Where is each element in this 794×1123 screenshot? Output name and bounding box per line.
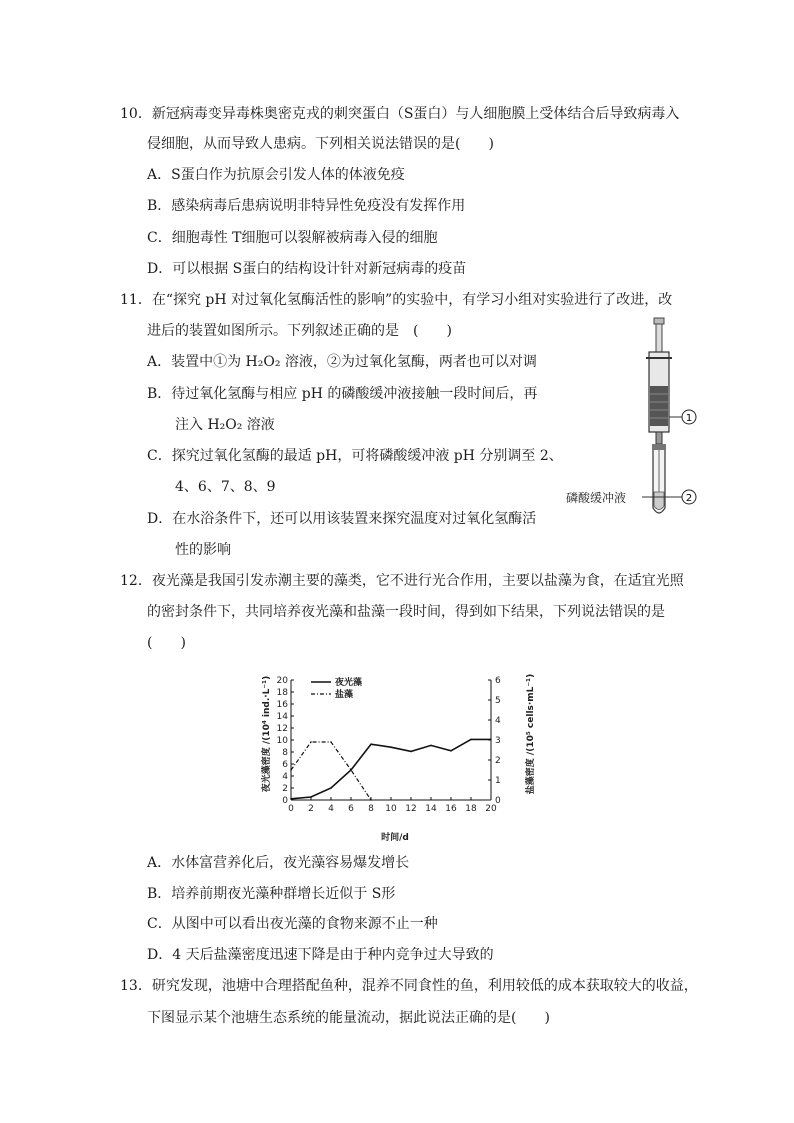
y-axis-right-label: 盐藻密度 /(10⁵ cells·mL⁻¹): [526, 673, 536, 795]
y-left-tick-label: 12: [276, 724, 288, 734]
q11-option-d-line1: D．在水浴条件下，还可以用该装置来探究温度对过氧化氢酶活: [147, 511, 537, 527]
q10-option-a: A．S蛋白作为抗原会引发人体的体液免疫: [147, 167, 405, 183]
y-axis-left-label: 夜光藻密度 /(10⁴ ind.·L⁻¹): [262, 675, 272, 793]
q13-stem-line1: 13．研究发现，池塘中合理搭配鱼种，混养不同食性的鱼，利用较低的成本获取较大的收益，: [120, 978, 698, 994]
chart-legend: [311, 676, 362, 700]
series-1-point: [390, 746, 392, 748]
y-left-tick-label: 14: [276, 712, 288, 722]
y-left-tick-label: 8: [282, 748, 288, 758]
x-tick-label: 2: [308, 804, 314, 814]
series-1-point: [310, 796, 312, 798]
x-axis-label: 时间/d: [381, 833, 409, 843]
q11-option-a: A．装置中①为 H₂O₂ 溶液，②为过氧化氢酶，两者也可以对调: [147, 354, 537, 370]
series-line-1: [291, 739, 491, 798]
q10-option-b: B．感染病毒后患病说明非特异性免疫没有发挥作用: [147, 198, 466, 214]
x-tick-label: 14: [425, 804, 437, 814]
q11-option-b-line2: 注入 H₂O₂ 溶液: [175, 417, 275, 433]
series-1-point: [430, 745, 432, 747]
q11-option-c-line2: 4、6、7、8、9: [175, 479, 276, 495]
q11-option-b-line1: B．待过氧化氢酶与相应 pH 的磷酸缓冲液接触一段时间后，再: [147, 386, 538, 402]
y-left-tick-label: 20: [276, 676, 288, 686]
series-2-point: [350, 769, 352, 771]
y-right-tick-label: 4: [495, 716, 501, 726]
y-left-tick-label: 16: [276, 700, 288, 710]
q12-option-d: D．4 天后盐藻密度迅速下降是由于种内竞争过大导致的: [147, 947, 494, 963]
y-right-tick-label: 1: [495, 776, 501, 786]
q13-stem-line2: 下图显示某个池塘生态系统的能量流动，据此说法正确的是( ): [147, 1010, 550, 1026]
x-tick-label: 4: [328, 804, 334, 814]
series-2-point: [370, 799, 372, 801]
q12-stem-line3: ( ): [147, 635, 186, 651]
algae-density-chart: [255, 668, 540, 843]
y-left-tick-label: 0: [282, 796, 288, 806]
q10-stem-line2: 侵细胞，从而导致人患病。下列相关说法错误的是( ): [147, 136, 494, 152]
x-tick-label: 20: [485, 804, 497, 814]
q11-stem-line2: 进后的装置如图所示。下列叙述正确的是 ( ): [147, 323, 452, 339]
series-2-point: [330, 741, 332, 743]
y-left-tick-label: 2: [282, 784, 288, 794]
x-tick-label: 0: [288, 804, 294, 814]
q12-option-b: B．培养前期夜光藻种群增长近似于 S形: [147, 886, 396, 902]
q10-option-c: C．细胞毒性 T细胞可以裂解被病毒入侵的细胞: [147, 230, 438, 246]
q11-option-c-line1: C．探究过氧化氢酶的最适 pH，可将磷酸缓冲液 pH 分别调至 2、: [147, 448, 563, 464]
legend-label-series-1: 夜光藻: [335, 678, 363, 688]
x-tick-label: 10: [385, 804, 397, 814]
q12-option-a: A．水体富营养化后，夜光藻容易爆发增长: [147, 855, 410, 871]
series-1-point: [410, 751, 412, 753]
legend-label-series-2: 盐藻: [335, 690, 354, 700]
q10-stem-line1: 10．新冠病毒变异毒株奥密克戎的刺突蛋白（S蛋白）与人细胞膜上受体结合后导致病毒入: [120, 106, 680, 122]
series-1-point: [450, 750, 452, 752]
y-left-tick-label: 10: [276, 736, 288, 746]
y-right-tick-label: 3: [495, 736, 501, 746]
series-1-point: [330, 787, 332, 789]
y-right-tick-label: 2: [495, 756, 501, 766]
y-right-tick-label: 6: [495, 676, 501, 686]
x-tick-label: 18: [465, 804, 477, 814]
q12-stem-line1: 12．夜光藻是我国引发赤潮主要的藻类，它不进行光合作用，主要以盐藻为食，在适宜光照: [120, 573, 684, 589]
series-1-point: [490, 739, 492, 741]
y-right-tick-label: 0: [495, 796, 501, 806]
chart-axes: [277, 676, 501, 814]
y-right-tick-label: 5: [495, 696, 501, 706]
q12-option-c: C．从图中可以看出夜光藻的食物来源不止一种: [147, 916, 438, 932]
series-1-point: [370, 743, 372, 745]
series-1-point: [290, 798, 292, 800]
series-2-point: [310, 741, 312, 743]
q12-stem-line2: 的密封条件下，共同培养夜光藻和盐藻一段时间，得到如下结果，下列说法错误的是: [147, 604, 665, 620]
x-tick-label: 6: [348, 804, 354, 814]
x-tick-label: 8: [368, 804, 374, 814]
buffer-solution-label: 磷酸缓冲液: [566, 491, 627, 505]
y-left-tick-label: 18: [276, 688, 288, 698]
q11-option-d-line2: 性的影响: [175, 542, 231, 558]
chart-series: [290, 739, 492, 801]
syringe-label-1-text: 1: [685, 413, 693, 424]
y-left-tick-label: 4: [282, 772, 288, 782]
q11-stem-line1: 11．在“探究 pH 对过氧化氢酶活性的影响”的实验中，有学习小组对实验进行了改进，改: [120, 292, 673, 308]
syringe-label-2-text: 2: [685, 493, 693, 504]
x-tick-label: 12: [405, 804, 417, 814]
x-tick-label: 16: [445, 804, 457, 814]
series-2-point: [290, 769, 292, 771]
q10-option-d: D．可以根据 S蛋白的结构设计针对新冠病毒的疫苗: [147, 261, 467, 277]
series-line-2: [291, 742, 371, 800]
series-1-point: [470, 739, 472, 741]
y-left-tick-label: 6: [282, 760, 288, 770]
